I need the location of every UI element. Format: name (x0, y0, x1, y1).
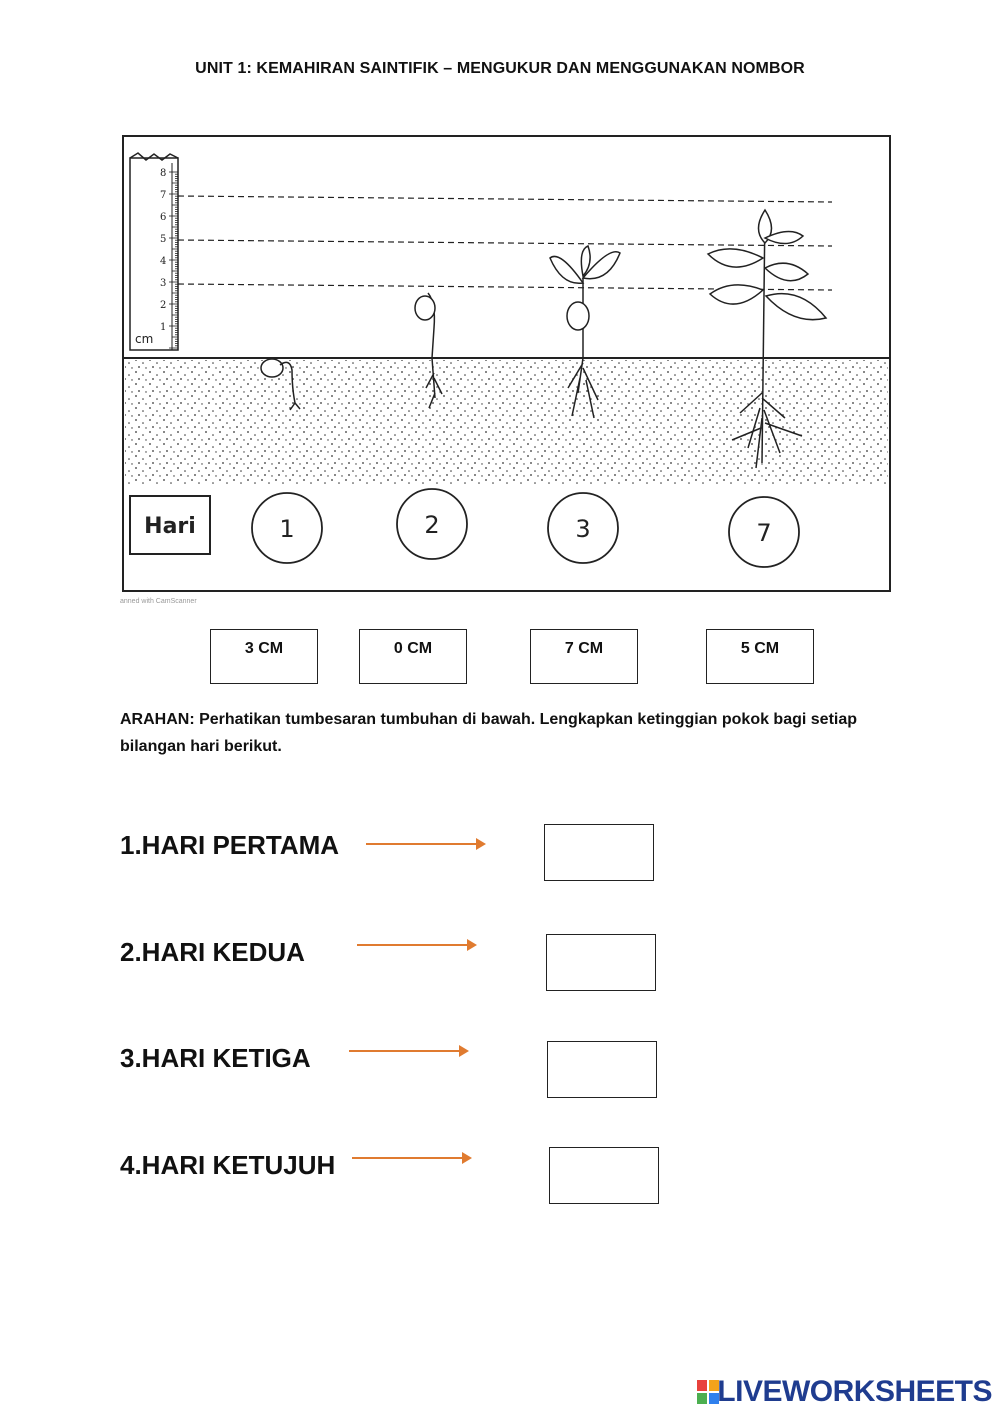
answer-choice[interactable]: 3 CM (210, 629, 318, 684)
question-label: 2.HARI KEDUA (120, 937, 305, 967)
scanner-watermark: anned with CamScanner (120, 598, 197, 605)
question-label: 1.HARI PERTAMA (120, 830, 340, 860)
ruler (130, 153, 178, 350)
day-number: 3 (575, 515, 591, 543)
question-label: 4.HARI KETUJUH (120, 1150, 336, 1180)
ruler-tick-label: 2 (160, 300, 167, 311)
ruler-tick-label: 5 (160, 234, 167, 245)
brand-name: LIVEWORKSHEETS (717, 1375, 992, 1408)
instructions: ARAHAN: Perhatikan tumbesaran tumbuhan di bawah. Lengkapkan ketinggian pokok bagi setiap bilangan hari berikut. (120, 711, 858, 755)
day-number: 7 (756, 519, 772, 547)
ruler-tick-label: 1 (160, 322, 167, 333)
arrow-icon (366, 838, 486, 850)
hari-label: Hari (144, 514, 196, 539)
arrow-icon (357, 939, 477, 951)
answer-choice[interactable]: 5 CM (706, 629, 814, 684)
liveworksheets-logo-icon (697, 1380, 719, 1404)
ruler-unit-label: cm (135, 332, 154, 346)
question-label: 3.HARI KETIGA (120, 1043, 311, 1073)
ruler-tick-label: 3 (160, 278, 167, 289)
ruler-tick-label: 8 (160, 168, 167, 179)
answer-choice[interactable]: 7 CM (530, 629, 638, 684)
answer-drop-box[interactable] (546, 934, 656, 991)
arrow-icon (352, 1152, 472, 1164)
day-number: 1 (279, 515, 295, 543)
plant-growth-figure (120, 118, 895, 596)
answer-drop-box[interactable] (547, 1041, 657, 1098)
ruler-tick-label: 4 (160, 256, 167, 267)
answer-drop-box[interactable] (544, 824, 654, 881)
day-number: 2 (424, 511, 440, 539)
ruler-tick-label: 7 (160, 190, 167, 201)
ruler-tick-label: 6 (160, 212, 167, 223)
page-title: UNIT 1: KEMAHIRAN SAINTIFIK – MENGUKUR DAN MENGGUNAKAN NOMBOR (195, 60, 805, 77)
arrow-icon (349, 1045, 469, 1057)
answer-choice[interactable]: 0 CM (359, 629, 467, 684)
answer-drop-box[interactable] (549, 1147, 659, 1204)
plant-growth-illustration (120, 118, 895, 596)
